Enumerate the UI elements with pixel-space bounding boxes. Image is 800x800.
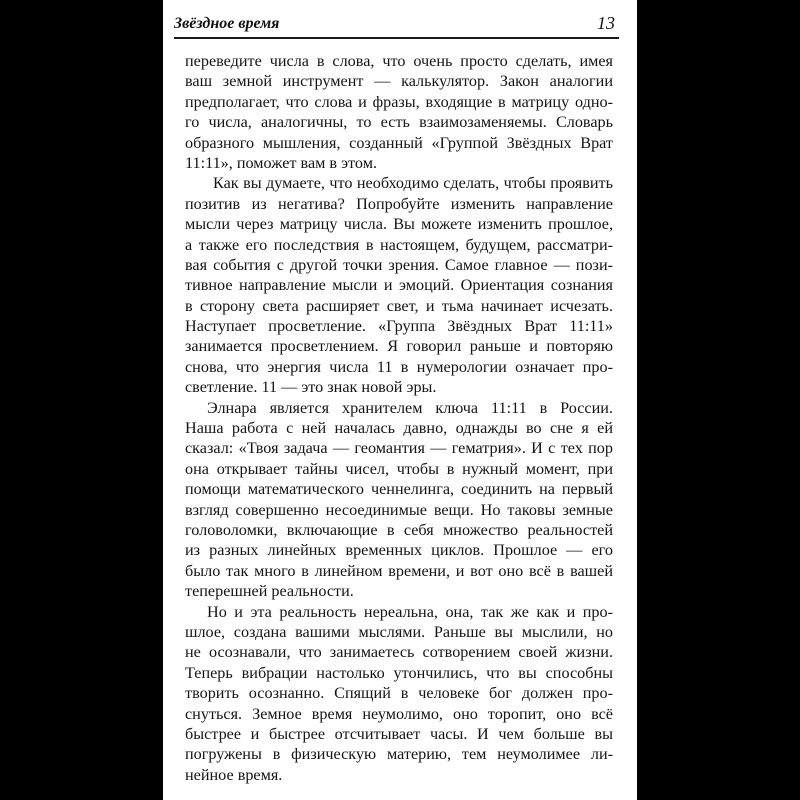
text-line: Наступает просветление. «Группа Звёздных Врат 11:11» <box>185 317 613 336</box>
text-line: ваш земной инструмент — калькулятор. Закон аналогии <box>185 72 613 91</box>
text-line: погружены в физическую материю, тем неумолимее ли- <box>185 745 613 764</box>
text-line: снова, что энергия числа 11 в нумерологии означает про- <box>185 357 613 376</box>
text-line: нейное время. <box>185 765 283 784</box>
text-line: творить осознанно. Спящий в человеке бог должен про- <box>185 684 613 703</box>
text-line: в сторону света расширяет свет, и тьма начинает исчезать. <box>185 296 613 315</box>
text-line: она открывает тайны чисел, чтобы в нужный момент, при <box>185 459 613 478</box>
text-line: головоломки, включающие в себя множество реальностей <box>185 520 613 539</box>
text-line: помощи математического ченнелинга, соединить на первый <box>185 480 613 499</box>
text-line: переведите числа в слова, что очень просто сделать, имея <box>185 52 613 70</box>
text-line: Но и эта реальность нереальна, она, так же как и про- <box>207 602 613 621</box>
text-line: занимается просветлением. Я говорил раньше и повторяю <box>185 337 613 356</box>
text-line: тивное направление мысли и эмоций. Ориентация сознания <box>185 276 613 295</box>
text-line: а также его последствия в настоящем, будущем, рассматри- <box>185 235 613 254</box>
text-line: вая события с другой точки зрения. Самое главное — пози- <box>185 255 613 274</box>
body-text <box>185 51 613 785</box>
text-line: не осознавали, что занимаетесь сотворением своей жизни. <box>185 643 613 662</box>
text-line: светление. 11 — это знак новой эры. <box>185 378 437 397</box>
text-line: Как вы думаете, что необходимо сделать, чтобы проявить <box>213 174 613 193</box>
text-line: Элнара является хранителем ключа 11:11 в России. <box>207 398 613 417</box>
page-number: 13 <box>597 13 615 33</box>
text-line: снуться. Земное время неумолимо, оно торопит, оно всё <box>185 704 613 723</box>
text-line: образного мышления, созданный «Группой Звёздных Врат <box>185 133 613 152</box>
text-line: позитив из негатива? Попробуйте изменить направление <box>185 194 613 213</box>
text-line: сказал: «Твоя задача — геомантия — гематрия». И с тех пор <box>185 439 613 458</box>
text-line: Наша работа с ней началась давно, однажды во сне я ей <box>185 419 613 438</box>
text-line: мысли через матрицу числа. Вы можете изменить прошлое, <box>185 215 613 234</box>
text-line: было так много в линейном времени, и вот оно всё в вашей <box>185 561 613 580</box>
book-page <box>163 0 637 800</box>
text-line: взгляд совершенно несоединимые вещи. Но таковы земные <box>185 500 613 519</box>
running-title: Звёздное время <box>174 15 280 32</box>
text-line: шлое, создана вашими мыслями. Раньше вы мыслили, но <box>185 622 613 641</box>
text-line: 11:11», поможет вам в этом. <box>185 153 377 172</box>
text-line: предполагает, что слова и фразы, входящие в матрицу одно- <box>185 92 613 111</box>
running-header <box>174 15 619 37</box>
header-rule <box>174 37 619 39</box>
text-line: го числа, аналогичны, то есть взаимозаменяемы. Словарь <box>185 113 613 132</box>
text-line: быстрее и быстрее отсчитывает часы. И чем больше вы <box>185 724 613 743</box>
text-line: теперешней реальности. <box>185 582 354 601</box>
text-line: из разных линейных временных циклов. Прошлое — его <box>185 541 613 560</box>
text-line: Теперь вибрации настолько утончились, что вы способны <box>185 663 613 682</box>
